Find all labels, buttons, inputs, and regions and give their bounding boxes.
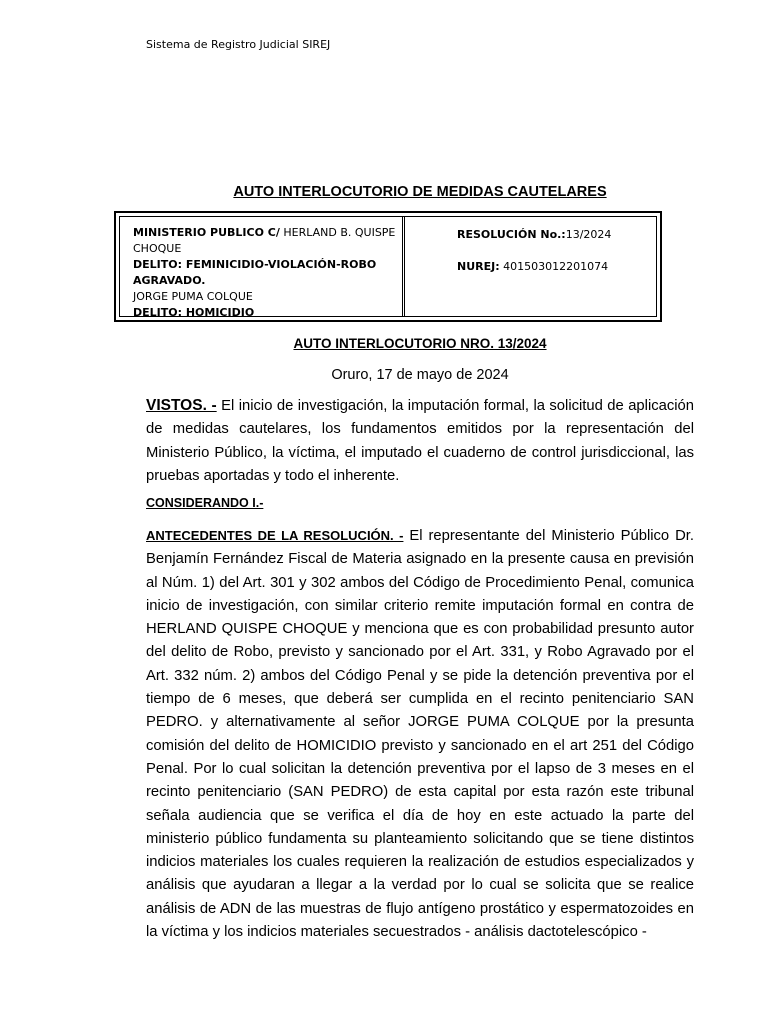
- case-parties: [120, 217, 405, 319]
- place-date: Oruro, 17 de mayo de 2024: [331, 367, 509, 383]
- system-header: Sistema de Registro Judicial SIREJ: [146, 38, 331, 51]
- case-info-inner: [119, 216, 657, 317]
- considerando-heading: CONSIDERANDO I.-: [146, 496, 264, 510]
- document-title: AUTO INTERLOCUTORIO DE MEDIDAS CAUTELARES: [233, 184, 607, 200]
- antecedentes-paragraph: [146, 524, 694, 944]
- resolucion-label: RESOLUCIÓN No.:: [457, 228, 566, 241]
- party-name: HERLAND B. QUISPE CHOQUE: [133, 226, 396, 255]
- delito2-label: DELITO: HOMICIDIO: [133, 306, 255, 319]
- vistos-paragraph: [146, 394, 694, 488]
- resolucion-value: 13/2024: [565, 228, 612, 241]
- auto-number: AUTO INTERLOCUTORIO NRO. 13/2024: [293, 336, 547, 351]
- resolucion-line: [457, 227, 656, 243]
- case-info-box: [114, 211, 662, 322]
- party-label: MINISTERIO PUBLICO C/: [133, 226, 280, 239]
- vistos-lead: VISTOS. -: [146, 397, 217, 414]
- antecedentes-lead: ANTECEDENTES DE LA RESOLUCIÓN. -: [146, 528, 404, 543]
- nurej-label: NUREJ:: [457, 260, 500, 273]
- case-references: [405, 217, 656, 316]
- delito1-label: DELITO: FEMINICIDIO-VIOLACIÓN-ROBO AGRAVADO.: [133, 258, 377, 287]
- vistos-text: El inicio de investigación, la imputación formal, la solicitud de aplicación de medidas cautelares, los fundamentos emitidos por la representación del Ministerio Público, la víctima, el imputado el cuaderno de control jurisdiccional, las pruebas aportadas y todo el inherente.: [146, 398, 694, 484]
- nurej-line: [457, 259, 656, 275]
- antecedentes-text: El representante del Ministerio Público Dr. Benjamín Fernández Fiscal de Materia asignado en la presente causa en previsión al Núm. 1) del Art. 301 y 302 ambos del Código de Procedimiento Penal, comunica inicio de investigación, con similar criterio remite imputación formal en contra de HERLAND QUISPE CHOQUE y menciona que es con probabilidad presunto autor del delito de Robo, previsto y sancionado por el Art. 331, y Robo Agravado por el Art. 332 núm. 2) ambos del Código Penal y se pide la detención preventiva por el tiempo de 6 meses, que deberá ser cumplida en el recinto penitenciario SAN PEDRO. y alternativamente al señor JORGE PUMA COLQUE por la presunta comisión del delito de HOMICIDIO previsto y sancionado en el art 251 del Código Penal. Por lo cual solicitan la detención preventiva por el lapso de 3 meses en el recinto penitenciario (SAN PEDRO) de esta capital por esta razón este tribunal señala audiencia que se verifica el día de hoy en este actuado la parte del ministerio público fundamenta su planteamiento solicitando que se tiene distintos indicios materiales los cuales requieren la realización de estudios especializados y análisis que ayudaran a llegar a la verdad por lo cual se solicita que se realice análisis de ADN de las muestras de flujo antígeno prostático y espermatozoides en la víctima y los indicios materiales secuestrados - análisis dactotelescópico -: [146, 528, 694, 941]
- nurej-value: 401503012201074: [499, 260, 609, 273]
- second-accused: JORGE PUMA COLQUE: [133, 290, 253, 303]
